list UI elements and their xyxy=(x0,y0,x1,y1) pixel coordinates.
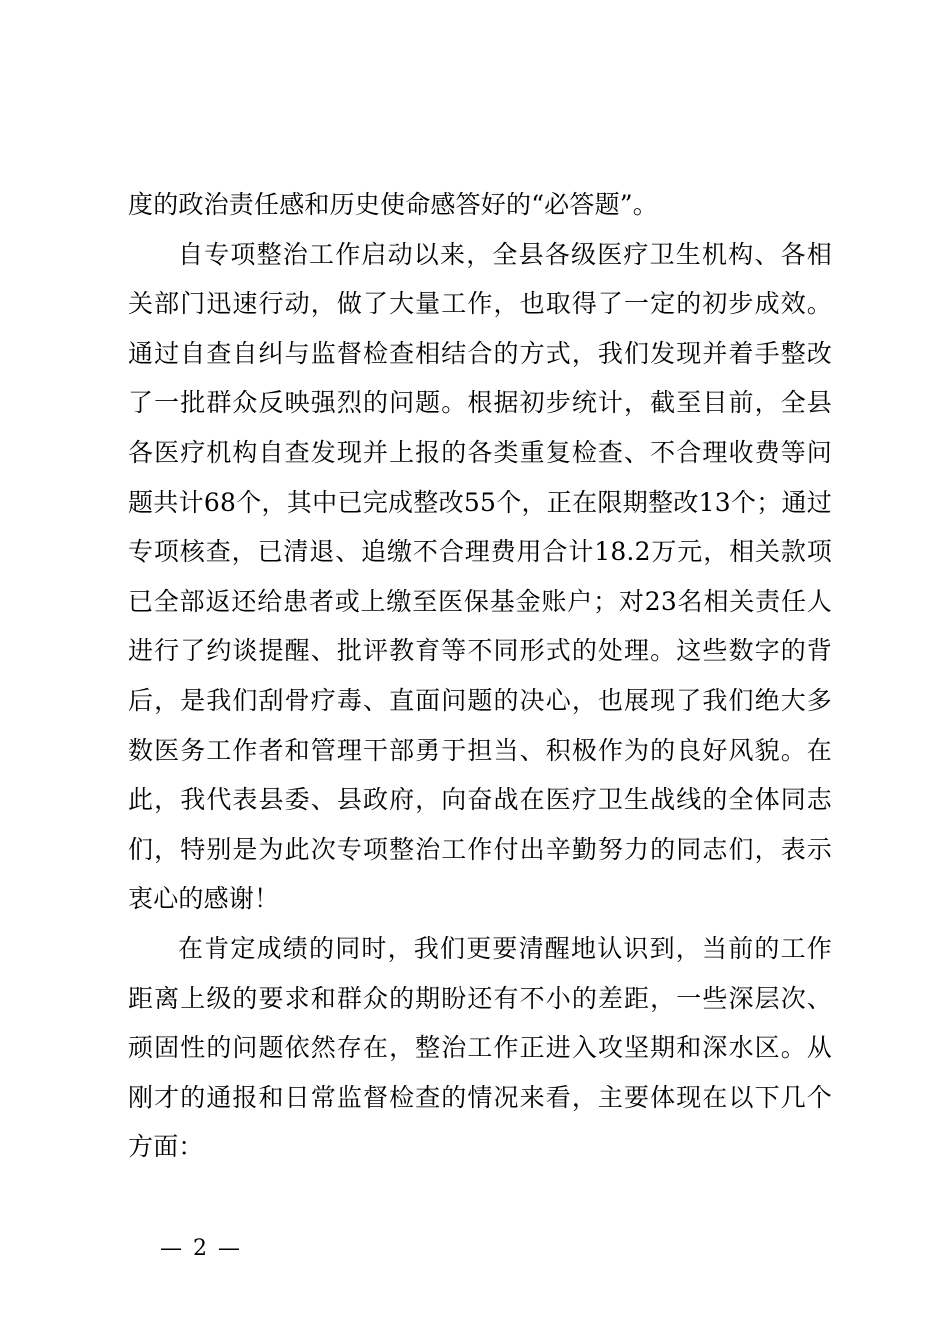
paragraph-gaps: 在肯定成绩的同时，我们更要清醒地认识到，当前的工作距离上级的要求和群众的期盼还有不小的差距，一些深层次、顽固性的问题依然存在，整治工作正进入攻坚期和深水区。从刚才的通报和日常监督检查的情况来看，主要体现在以下几个方面： xyxy=(128,933,832,1162)
document-page xyxy=(128,180,832,1172)
page-number: — 2 — xyxy=(160,1236,242,1261)
paragraph-achievements: 自专项整治工作启动以来，全县各级医疗卫生机构、各相关部门迅速行动，做了大量工作，也取得了一定的初步成效。通过自查自纠与监督检查相结合的方式，我们发现并着手整改了一批群众反映强烈的问题。根据初步统计，截至目前，全县各医疗机构自查发现并上报的各类重复检查、不合理收费等问题共计68个，其中已完成整改55个，正在限期整改13个；通过专项核查，已清退、追缴不合理费用合计18.2万元，相关款项已全部返还给患者或上缴至医保基金账户；对23名相关责任人进行了约谈提醒、批评教育等不同形式的处理。这些数字的背后，是我们刮骨疗毒、直面问题的决心，也展现了我们绝大多数医务工作者和管理干部勇于担当、积极作为的良好风貌。在此，我代表县委、县政府，向奋战在医疗卫生战线的全体同志们，特别是为此次专项整治工作付出辛勤努力的同志们，表示衷心的感谢！ xyxy=(128,239,832,914)
paragraph-continuation: 度的政治责任感和历史使命感答好的“必答题”。 xyxy=(128,190,658,219)
